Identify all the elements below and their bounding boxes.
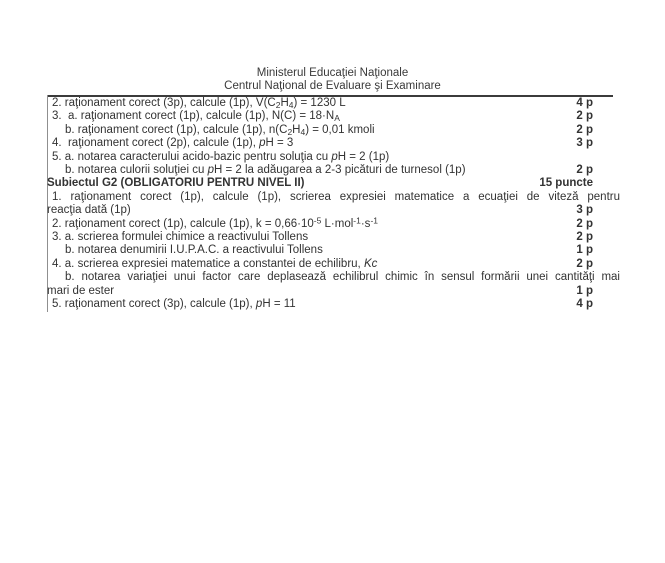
row-points: 2 p [576,110,593,123]
row-text: 5. a. notarea caracterului acido-bazic pentru soluţia cu pH = 2 (1p) [52,150,390,163]
table-row [47,151,620,164]
row-text: b. notarea culorii soluţiei cu pH = 2 la adăugarea a 2-3 picături de turnesol (1p) [65,164,466,177]
row-points: 1 p [576,244,593,257]
table-row [47,298,620,311]
row-points: 2 p [576,217,593,230]
table-row-continuation [47,285,620,298]
table-row [47,137,620,150]
row-points: 1 p [576,284,593,297]
row-points: 4 p [576,298,593,311]
row-text: 2. raţionament corect (1p), calcule (1p), $k = 0,66\cdot 10^{-5}$ $L\cdot mol^{-1}\cdot s^{-1}$ [52,215,378,230]
document-header [0,67,665,94]
row-text: 4. raţionament corect (2p), calcule (1p), pH = 3 [52,137,294,150]
table-row [47,124,620,137]
row-text: b. notarea denumirii I.U.P.A.C. a reactivului Tollens [65,244,323,257]
table-row [47,191,620,204]
table-row [47,110,620,123]
section-header-row [47,177,620,190]
row-points: 2 p [576,257,593,270]
table-row [47,258,620,271]
section-title: Subiectul G2 (OBLIGATORIU PENTRU NIVEL II) [47,177,305,190]
header-ministry-line: Ministerul Educaţiei Naţionale [256,67,409,79]
table-row [47,164,620,177]
row-points: 3 p [576,204,593,217]
row-text: reacţia dată (1p) [47,204,131,217]
table-row [47,231,620,244]
row-points: 4 p [576,97,593,109]
section-points: 15 puncte [539,177,593,190]
table-row [47,244,620,257]
row-text: b. notarea variaţiei unui factor care deplasează echilibrul chimic în sensul formării unei cantităţi mai [65,271,620,284]
row-text: mari de ester [47,284,115,297]
table-row-continuation [47,204,620,217]
row-text: b. raţionament corect (1p), calcule (1p), $n(C_2H_4) = 0,01$ kmoli [65,123,375,137]
row-points: 2 p [576,164,593,177]
row-text: 2. raţionament corect (3p), calcule (1p), $V(C_2H_4) = 1230$ L [52,97,346,110]
table-row [47,215,620,231]
row-text: 3. a. raţionament corect (1p), calcule (1p), $N(C) = 18\cdot N_A$ [52,110,340,124]
header-center-line: Centrul Naţional de Evaluare şi Examinare [224,80,441,93]
row-text: 3. a. scrierea formulei chimice a reactivului Tollens [52,231,309,244]
row-points: 3 p [576,137,593,150]
row-points: 2 p [576,231,593,244]
row-points: 2 p [576,123,593,136]
row-text: 1. raţionament corect (1p), calcule (1p), scrierea expresiei matematice a ecuaţiei de viteză pentru [52,190,620,203]
table-row [47,97,620,110]
table-row [47,271,620,284]
row-text: 5. raţionament corect (3p), calcule (1p), pH = 11 [52,298,296,311]
scoring-table [47,97,620,312]
row-text: 4. a. scrierea expresiei matematice a constantei de echilibru, Kc [52,257,378,270]
